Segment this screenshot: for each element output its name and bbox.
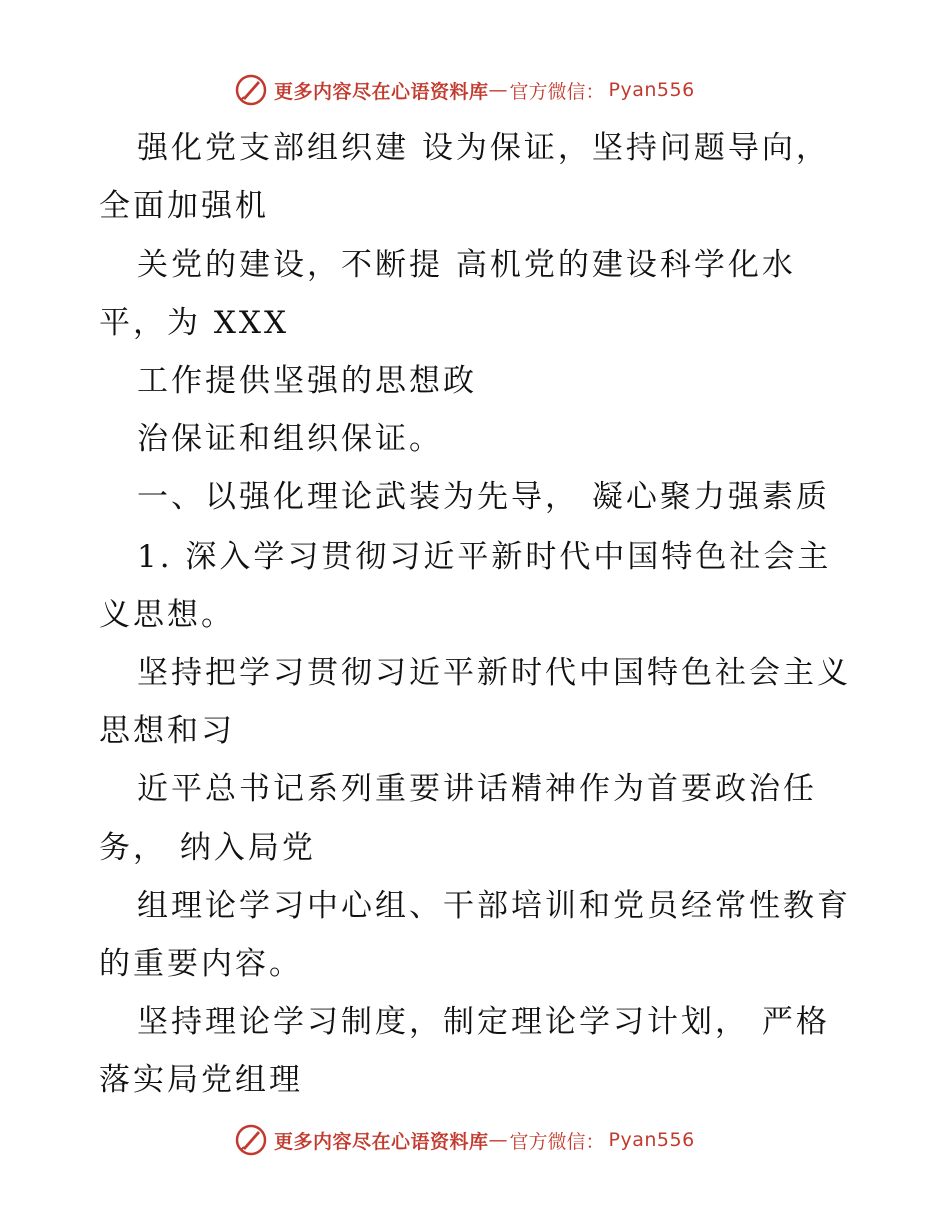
paragraph-line: 工作提供坚强的思想政: [137, 363, 477, 399]
section-heading: 一、以强化理论武装为先导， 凝心聚力强素质: [137, 479, 830, 515]
paragraph-line: 坚持把学习贯彻习近平新时代中国特色社会主义: [137, 655, 851, 691]
paragraph-line: 的重要内容。: [99, 946, 303, 982]
banner-wechat-id: Pyan556: [608, 79, 695, 101]
banner-dash: —: [488, 1129, 508, 1151]
banner-official-label: 官方微信：: [509, 80, 605, 103]
paragraph-line: 全面加强机: [99, 188, 269, 224]
banner-dash: —: [488, 79, 508, 101]
paragraph-line: 治保证和组织保证。: [137, 421, 443, 457]
paragraph-line: 思想和习: [99, 713, 235, 749]
banner-official-label: 官方微信：: [509, 1130, 605, 1153]
paragraph-line: 关党的建设，不断提 高机党的建设科学化水: [137, 247, 796, 283]
banner-wechat-id: Pyan556: [608, 1129, 695, 1151]
subsection-heading: 1. 深入学习贯彻习近平新时代中国特色社会主: [137, 539, 832, 575]
paragraph-line: 务， 纳入局党: [99, 830, 316, 866]
banner-promo-text: 更多内容尽在心语资料库: [274, 1130, 489, 1153]
paragraph-line: 义思想。: [99, 597, 235, 633]
banner-promo-text: 更多内容尽在心语资料库: [274, 80, 489, 103]
footer-watermark-banner: [234, 1122, 695, 1158]
paragraph-line: 坚持理论学习制度，制定理论学习计划， 严格: [137, 1004, 830, 1040]
paragraph-line: 强化党支部组织建 设为保证，坚持问题导向，: [137, 130, 830, 166]
paragraph-line: 组理论学习中心组、干部培训和党员经常性教育: [137, 888, 851, 924]
feather-pen-logo-icon: [234, 1123, 268, 1157]
paragraph-line: 落实局党组理: [99, 1062, 303, 1098]
paragraph-line: 平，为 XXX: [99, 305, 290, 341]
paragraph-line: 近平总书记系列重要讲话精神作为首要政治任: [137, 771, 817, 807]
